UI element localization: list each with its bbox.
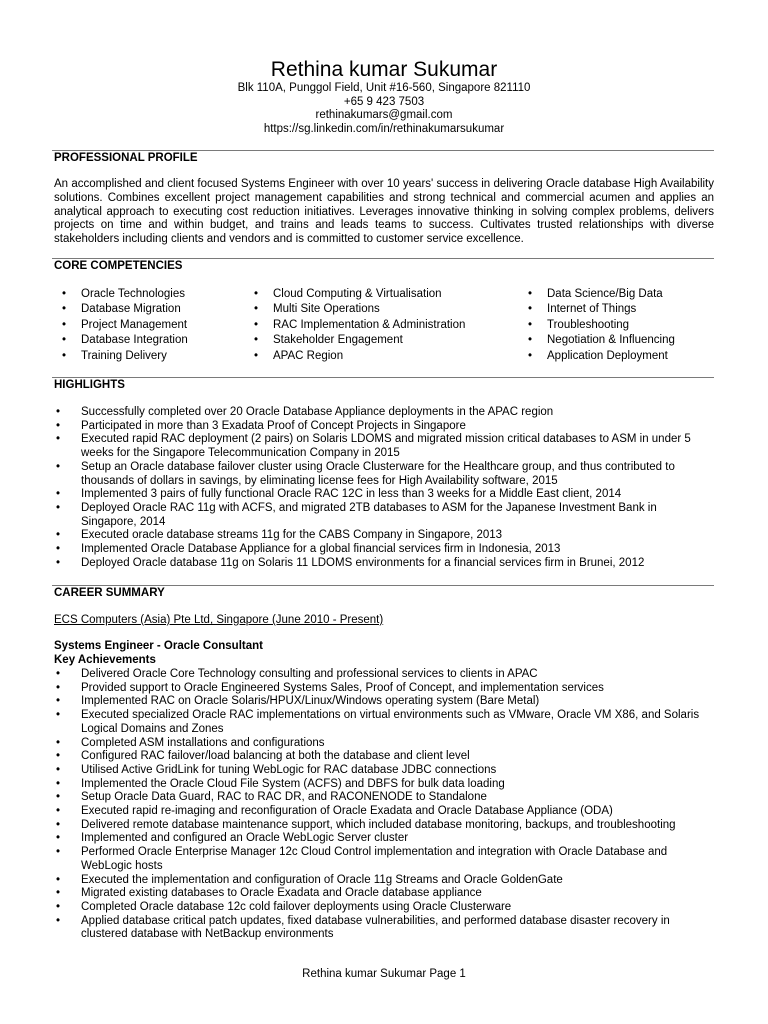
profile-text: An accomplished and client focused Systems Engineer with over 10 years' success in delivering Oracle database High Availability solutions. Combines excellent project management capabilities and strong technical and commercial acumen and applies an analytical approach to executing cost reduction initiatives. Leverages innovative thinking in solving complex problems, delivers projects on time and within budget, and trains and leads teams to success. Cultivates trusted relationships with diverse stakeholders including clients and vendors and is committed to customer service excellence. xyxy=(54,178,714,246)
achievement-item: • Migrated existing databases to Oracle Exadata and Oracle database appliance xyxy=(54,887,704,901)
competency-item: • Troubleshooting xyxy=(521,318,675,333)
highlight-item: • Deployed Oracle database 11g on Solaris 11 LDOMS environments for a financial services firm in Brunei, 2012 xyxy=(54,557,704,571)
resume-header xyxy=(0,58,768,136)
achievement-item: • Implemented and configured an Oracle WebLogic Server cluster xyxy=(54,832,704,846)
achievement-item: • Completed Oracle database 12c cold failover deployments using Oracle Clusterware xyxy=(54,901,704,915)
section-heading-profile: PROFESSIONAL PROFILE xyxy=(54,152,198,164)
achievement-item: • Provided support to Oracle Engineered Systems Sales, Proof of Concept, and implementation services xyxy=(54,682,704,696)
competency-item: • Internet of Things xyxy=(521,302,675,317)
achievement-item: • Implemented the Oracle Cloud File System (ACFS) and DBFS for bulk data loading xyxy=(54,778,704,792)
company-name: ECS Computers (Asia) Pte Ltd, Singapore (June 2010 - Present) xyxy=(54,614,384,626)
competency-item: • Stakeholder Engagement xyxy=(247,333,465,348)
email: rethinakumars@gmail.com xyxy=(315,109,453,122)
candidate-name: Rethina kumar Sukumar xyxy=(270,58,498,81)
achievement-item: • Executed the implementation and configuration of Oracle 11g Streams and Oracle GoldenGate xyxy=(54,874,704,888)
achievement-item: • Completed ASM installations and configurations xyxy=(54,737,704,751)
competency-item: • APAC Region xyxy=(247,349,465,364)
highlight-item: • Participated in more than 3 Exadata Proof of Concept Projects in Singapore xyxy=(54,420,704,434)
competency-item: • Oracle Technologies xyxy=(55,287,188,302)
achievement-item: • Utilised Active GridLink for tuning WebLogic for RAC database JDBC connections xyxy=(54,764,704,778)
achievements-list xyxy=(54,668,704,942)
job-title: Systems Engineer - Oracle Consultant xyxy=(54,640,263,652)
achievement-item: • Performed Oracle Enterprise Manager 12c Cloud Control implementation and integration with Oracle Database and WebLogic hosts xyxy=(54,846,704,873)
highlight-item: • Setup an Oracle database failover cluster using Oracle Clusterware for the Healthcare group, and thus contributed to thousands of dollars in savings, by eliminating license fees for High Availability software, 2015 xyxy=(54,461,704,488)
achievement-item: • Executed rapid re-imaging and reconfiguration of Oracle Exadata and Oracle Database Appliance (ODA) xyxy=(54,805,704,819)
highlight-item: • Implemented Oracle Database Appliance for a global financial services firm in Indonesia, 2013 xyxy=(54,543,704,557)
highlight-item: • Successfully completed over 20 Oracle Database Appliance deployments in the APAC region xyxy=(54,406,704,420)
page-footer: Rethina kumar Sukumar Page 1 xyxy=(302,968,466,980)
competencies-column-2 xyxy=(247,287,465,364)
competency-item: • Application Deployment xyxy=(521,349,675,364)
achievement-item: • Delivered Oracle Core Technology consulting and professional services to clients in APAC xyxy=(54,668,704,682)
competency-item: • Database Integration xyxy=(55,333,188,348)
highlight-item: • Executed rapid RAC deployment (2 pairs) on Solaris LDOMS and migrated mission critical databases to ASM in under 5 weeks for the Singapore Telecommunication Company in 2015 xyxy=(54,433,704,460)
competencies-column-1 xyxy=(55,287,188,364)
achievement-item: • Setup Oracle Data Guard, RAC to RAC DR, and RACONENODE to Standalone xyxy=(54,791,704,805)
highlight-item: • Deployed Oracle RAC 11g with ACFS, and migrated 2TB databases to ASM for the Japanese Investment Bank in Singapore, 2014 xyxy=(54,502,704,529)
competency-item: • Training Delivery xyxy=(55,349,188,364)
competency-item: • RAC Implementation & Administration xyxy=(247,318,465,333)
key-achievements-heading: Key Achievements xyxy=(54,654,156,666)
divider xyxy=(52,377,714,378)
competency-item: • Cloud Computing & Virtualisation xyxy=(247,287,465,302)
competencies-column-3 xyxy=(521,287,675,364)
achievement-item: • Configured RAC failover/load balancing at both the database and client level xyxy=(54,750,704,764)
competency-item: • Data Science/Big Data xyxy=(521,287,675,302)
highlight-item: • Implemented 3 pairs of fully functional Oracle RAC 12C in less than 3 weeks for a Middle East client, 2014 xyxy=(54,488,704,502)
phone: +65 9 423 7503 xyxy=(343,95,425,108)
linkedin-url: https://sg.linkedin.com/in/rethinakumarsukumar xyxy=(263,122,505,135)
highlights-list xyxy=(54,406,704,570)
competency-item: • Negotiation & Influencing xyxy=(521,333,675,348)
competency-item: • Project Management xyxy=(55,318,188,333)
section-heading-competencies: CORE COMPETENCIES xyxy=(54,260,183,272)
section-heading-highlights: HIGHLIGHTS xyxy=(54,379,125,391)
achievement-item: • Executed specialized Oracle RAC implementations on virtual environments such as VMware, Oracle VM X86, and Solaris Logical Domains and Zones xyxy=(54,709,704,736)
achievement-item: • Applied database critical patch updates, fixed database vulnerabilities, and performed database disaster recovery in clustered database with NetBackup environments xyxy=(54,915,704,942)
section-heading-career: CAREER SUMMARY xyxy=(54,587,165,599)
achievement-item: • Delivered remote database maintenance support, which included database monitoring, backups, and troubleshooting xyxy=(54,819,704,833)
achievement-item: • Implemented RAC on Oracle Solaris/HPUX/Linux/Windows operating system (Bare Metal) xyxy=(54,695,704,709)
address: Blk 110A, Punggol Field, Unit #16-560, Singapore 821110 xyxy=(237,82,531,94)
highlight-item: • Executed oracle database streams 11g for the CABS Company in Singapore, 2013 xyxy=(54,529,704,543)
competency-item: • Multi Site Operations xyxy=(247,302,465,317)
competency-item: • Database Migration xyxy=(55,302,188,317)
